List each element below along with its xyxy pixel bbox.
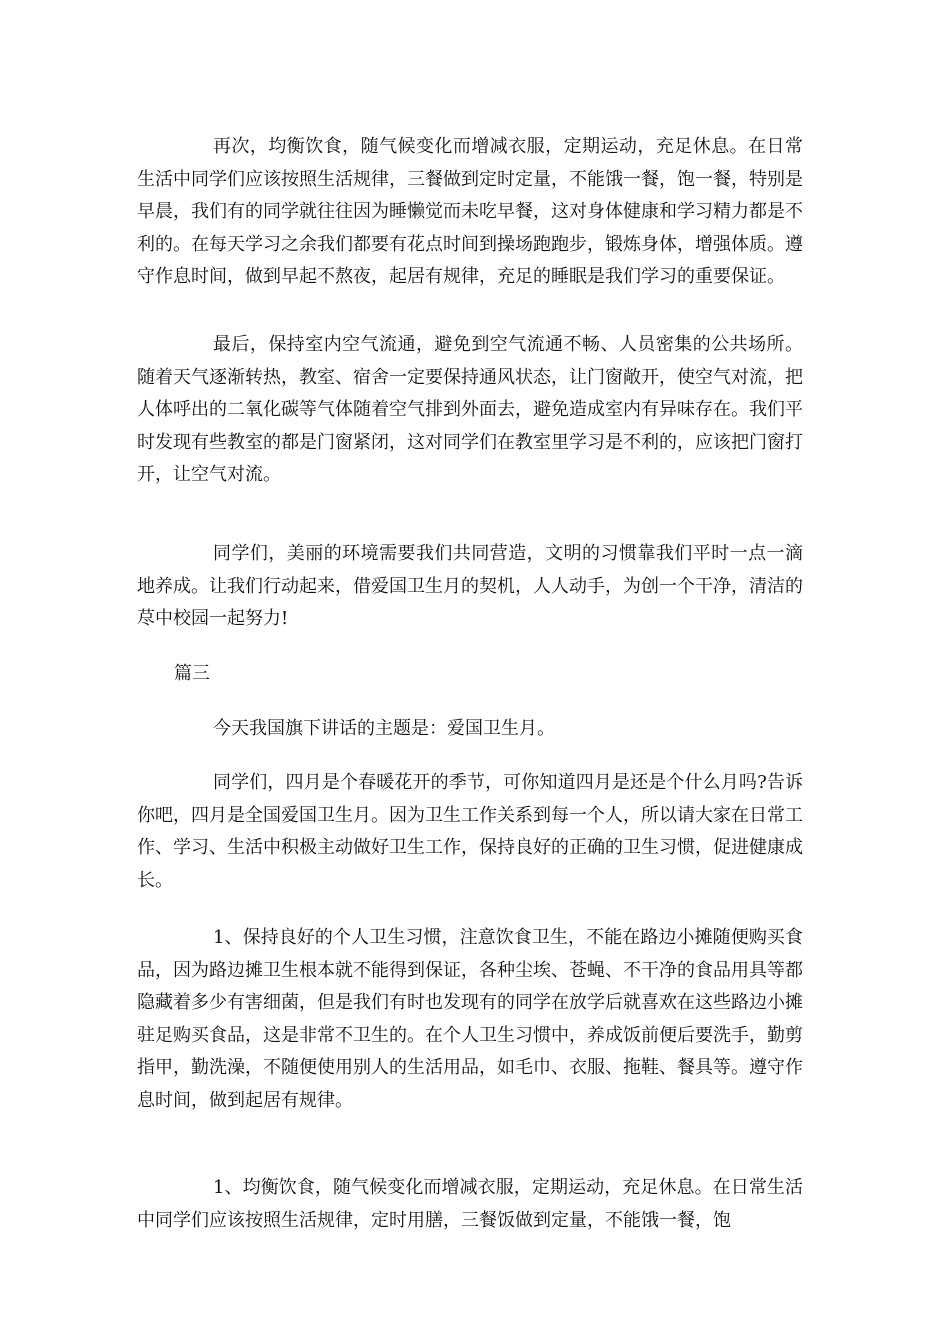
paragraph-personal-hygiene: 1、保持良好的个人卫生习惯，注意饮食卫生，不能在路边小摊随便购买食品，因为路边摊卫生根本就不能得到保证，各种尘埃、苍蝇、不干净的食品用具等都隐藏着多少有害细菌，但是我们有时也发现有的同学在放学后就喜欢在这些路边小摊驻足购买食品，这是非常不卫生的。在个人卫生习惯中，养成饭前便后要洗手，勤剪指甲，勤洗澡，不随便使用别人的生活用品，如毛巾、衣服、拖鞋、餐具等。遵守作息时间，做到起居有规律。 [137,927,803,1111]
paragraph-balanced-diet: 再次，均衡饮食，随气候变化而增减衣服，定期运动，充足休息。在日常生活中同学们应该按照生活规律，三餐做到定时定量，不能饿一餐，饱一餐，特别是早晨，我们有的同学就往往因为睡懒觉而未吃早餐，这对身体健康和学习精力都是不利的。在每天学习之余我们都要有花点时间到操场跑跑步，锻炼身体，增强体质。遵守作息时间，做到早起不熬夜，起居有规律，充足的睡眠是我们学习的重要保证。 [137,136,803,288]
paragraph-speech-topic: 今天我国旗下讲话的主题是：爱国卫生月。 [213,718,555,739]
paragraph-closing-call: 同学们，美丽的环境需要我们共同营造，文明的习惯靠我们平时一点一滴地养成。让我们行动起来，借爱国卫生月的契机，人人动手，为创一个干净，清洁的荩中校园一起努力! [137,543,803,630]
paragraph-diet-rest: 1、均衡饮食，随气候变化而增减衣服，定期运动，充足休息。在日常生活中同学们应该按照生活规律，定时用膳，三餐饭做到定量，不能饿一餐，饱 [137,1177,803,1231]
paragraph-april-intro: 同学们，四月是个春暖花开的季节，可你知道四月是还是个什么月吗?告诉你吧，四月是全国爱国卫生月。因为卫生工作关系到每一个人，所以请大家在日常工作、学习、生活中积极主动做好卫生工作，保持良好的正确的卫生习惯，促进健康成长。 [137,772,803,891]
section-heading: 篇三 [174,663,210,684]
paragraph-ventilation: 最后，保持室内空气流通，避免到空气流通不畅、人员密集的公共场所。随着天气逐渐转热，教室、宿舍一定要保持通风状态，让门窗敞开，使空气对流，把人体呼出的二氧化碳等气体随着空气排到外面去，避免造成室内有异味存在。我们平时发现有些教室的都是门窗紧闭，这对同学们在教室里学习是不利的，应该把门窗打开，让空气对流。 [137,334,803,486]
